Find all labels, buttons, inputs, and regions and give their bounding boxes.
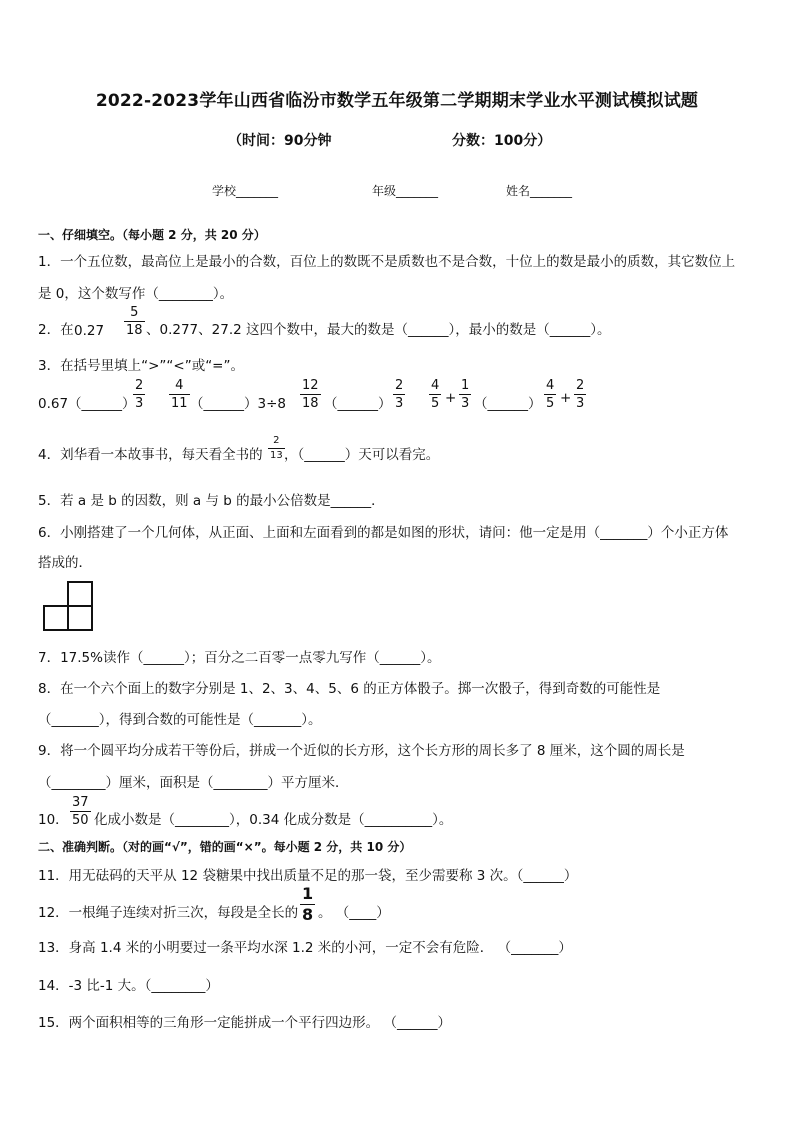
- denominator: 50: [72, 813, 89, 828]
- question-3-fraction: [300, 379, 321, 410]
- question-3-fraction: [429, 379, 441, 410]
- question-5-text: 5．若 a 是 b 的因数，则 a 与 b 的最小公倍数是______．: [38, 493, 385, 509]
- question-9-line2: （________）厘米，面积是（________）平方厘米．: [38, 775, 349, 791]
- numerator: 4: [546, 378, 555, 393]
- question-6-line2: 搭成的．: [38, 555, 92, 571]
- question-4-text-end: ，（______）天可以看完。: [284, 447, 440, 463]
- section-heading-fill-in: 一、仔细填空。（每小题 2 分，共 20 分）: [38, 228, 266, 242]
- question-3-part-b: （______）3÷8: [190, 396, 286, 412]
- question-2-repeating-decimal: 0.27̇: [74, 323, 105, 339]
- question-3-fraction: [393, 379, 405, 410]
- denominator: 5: [546, 396, 555, 411]
- page-title: 2022-2023学年山西省临汾市数学五年级第二学期期末学业水平测试模拟试题: [95, 91, 699, 111]
- numerator: 2: [273, 435, 280, 446]
- denominator: 18: [302, 396, 319, 411]
- question-15-text: 15．两个面积相等的三角形一定能拼成一个平行四边形。 （______）: [38, 1015, 451, 1031]
- denominator: 13: [270, 450, 283, 461]
- question-3-part-c: （______）: [324, 396, 392, 412]
- question-2-label: 2．在: [38, 322, 74, 338]
- question-3-text: 3．在括号里填上“>”“<”或“=”。: [38, 358, 244, 374]
- question-10-label: 10．: [38, 812, 69, 828]
- denominator: 3: [461, 396, 470, 411]
- numerator: 1: [302, 884, 314, 903]
- school-field: 学校_______: [212, 184, 279, 198]
- denominator: 3: [135, 396, 144, 411]
- question-4-text: 4．刘华看一本故事书，每天看全书的: [38, 447, 263, 463]
- question-12-text-end: 。 （____）: [318, 905, 390, 921]
- question-10-text: 化成小数是（________），0.34 化成分数是（__________）。: [94, 812, 453, 828]
- question-4-fraction: [268, 436, 285, 461]
- numerator: 1: [461, 378, 470, 393]
- question-3-fraction: [544, 379, 556, 410]
- question-2-text: 、0.277、27.2 这四个数中，最大的数是（______），最小的数是（______）。: [146, 322, 611, 338]
- plus-sign: +: [560, 390, 572, 406]
- question-3-fraction: [574, 379, 586, 410]
- denominator: 3: [395, 396, 404, 411]
- numerator: 5: [130, 305, 139, 320]
- question-8-line1: 8．在一个六个面上的数字分别是 1、2、3、4、5、6 的正方体骰子。掷一次骰子，得到奇数的可能性是: [38, 681, 661, 697]
- numerator: 2: [135, 378, 144, 393]
- question-13-text: 13．身高 1.4 米的小明要过一条平均水深 1.2 米的小河，一定不会有危险． （_______）: [38, 940, 572, 956]
- question-7-text: 7．17.5%读作（______）；百分之二百零一点零九写作（______）。: [38, 650, 441, 666]
- question-3-fraction: [133, 379, 145, 410]
- denominator: 18: [126, 323, 143, 338]
- question-12-text: 12．一根绳子连续对折三次，每段是全长的: [38, 905, 299, 921]
- numerator: 12: [302, 378, 319, 393]
- section-heading-true-false: 二、准确判断。（对的画“√”，错的画“×”。每小题 2 分，共 10 分）: [38, 840, 412, 854]
- denominator: 11: [171, 396, 188, 411]
- question-6-line1: 6．小刚搭建了一个几何体，从正面、上面和左面看到的都是如图的形状，请问：他一定是用（_______）个小正方体: [38, 525, 729, 541]
- question-14-text: 14．-3 比-1 大。（________）: [38, 978, 219, 994]
- denominator: 5: [431, 396, 440, 411]
- denominator: 8: [302, 905, 314, 924]
- question-8-line2: （_______），得到合数的可能性是（_______）。: [38, 712, 322, 728]
- question-3-part-d: （______）: [474, 396, 542, 412]
- question-3-part-a: 0.67（______）: [38, 396, 136, 412]
- time-limit: （时间：90分钟: [228, 133, 332, 149]
- question-9-line1: 9．将一个圆平均分成若干等份后，拼成一个近似的长方形，这个长方形的周长多了 8 厘米，这个圆的周长是: [38, 743, 685, 759]
- numerator: 37: [72, 795, 89, 810]
- cube-view-figure: [43, 580, 95, 632]
- total-score: 分数：100分）: [452, 133, 552, 149]
- question-2-fraction: [124, 306, 145, 337]
- grade-field: 年级_______: [372, 184, 439, 198]
- question-12-fraction: [300, 886, 315, 923]
- numerator: 2: [395, 378, 404, 393]
- denominator: 3: [576, 396, 585, 411]
- question-3-fraction: [459, 379, 471, 410]
- name-field: 姓名_______: [506, 184, 573, 198]
- plus-sign: +: [445, 390, 457, 406]
- question-1-line2: 是 0，这个数写作（________）。: [38, 286, 234, 302]
- question-1-line1: 1．一个五位数，最高位上是最小的合数，百位上的数既不是质数也不是合数，十位上的数是最小的质数，其它数位上: [38, 254, 736, 270]
- question-11-text: 11．用无砝码的天平从 12 袋糖果中找出质量不足的那一袋，至少需要称 3 次。（______）: [38, 868, 578, 884]
- numerator: 2: [576, 378, 585, 393]
- numerator: 4: [175, 378, 184, 393]
- question-3-fraction: [169, 379, 190, 410]
- question-10-fraction: [70, 796, 91, 827]
- numerator: 4: [431, 378, 440, 393]
